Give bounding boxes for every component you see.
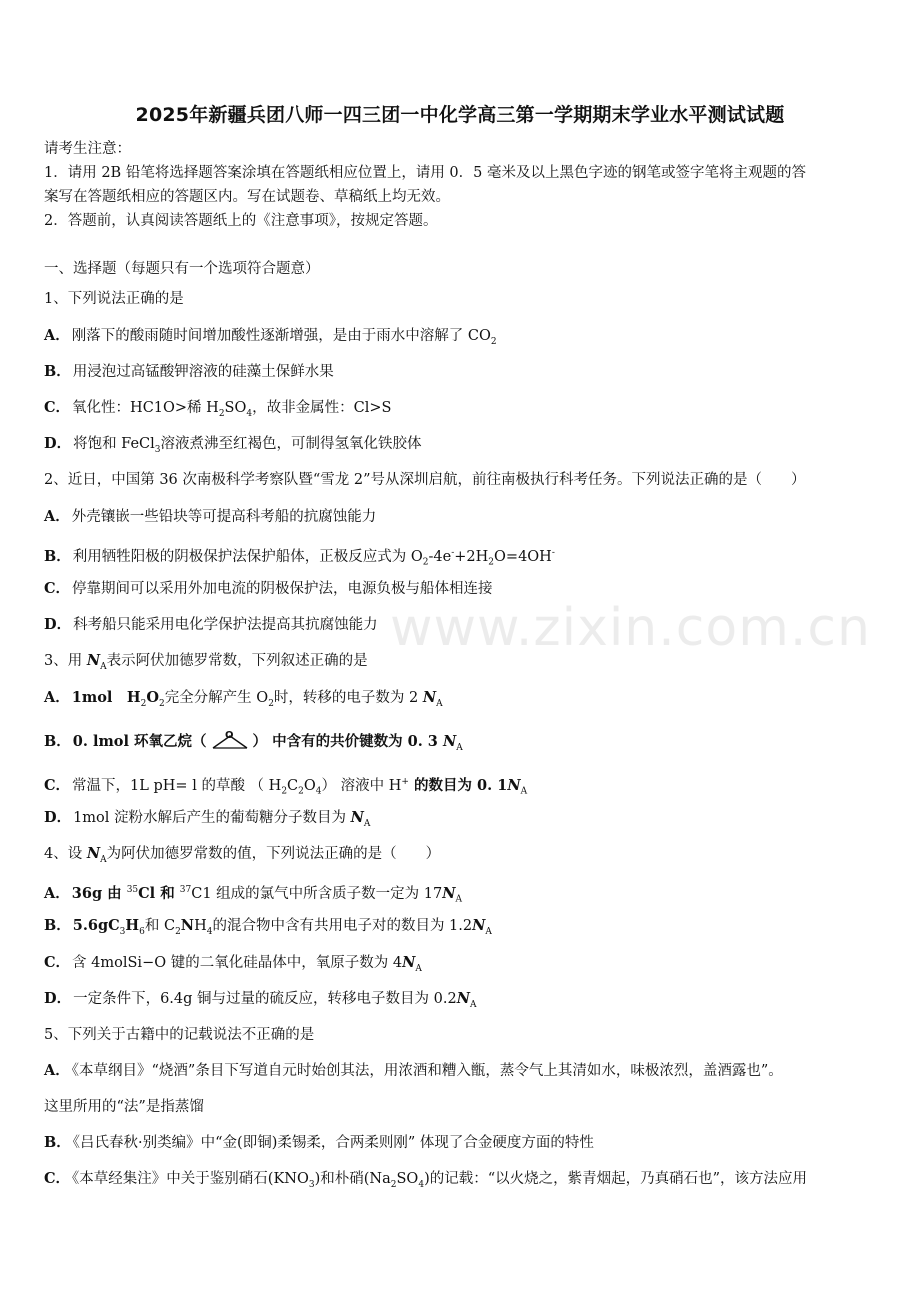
option-label: A． [44,1062,70,1079]
option-text: 时，转移的电子数为 2 [273,690,423,706]
option-text: N [180,917,195,934]
option-label: D． [44,990,72,1007]
subscript: A [100,854,107,865]
option-text: SO [224,400,247,416]
notice-item-2: 2．答题前，认真阅读答题纸上的《注意事项》，按规定答题。 [44,213,438,229]
option-text: 刚落下的酸雨随时间增加酸性逐渐增强，是由于雨水中溶解了 CO [71,328,491,344]
subscript: 3 [154,444,161,455]
option-text: 《本草纲目》“烧酒”条目下写道自元时始创其法，用浓酒和糟入甑，蒸令气上其清如水，味极浓烈，盖酒露也”。 [71,1063,783,1079]
question-5-option-a-line-1 [44,1061,884,1081]
option-text: O [303,777,316,794]
option-text: 和 C [144,918,176,934]
option-label: A． [44,327,70,344]
option-text: 《本草经集注》中关于鉴别硝石(KNO [72,1171,309,1187]
watermark: www.zixin.com.cn [390,598,871,658]
question-3-option-b [44,730,884,758]
question-1-option-a [44,326,884,352]
option-text: 1mol 淀粉水解后产生的葡萄糖分子数目为 [73,810,351,826]
subscript: 2 [488,557,495,568]
avogadro-symbol: N [422,689,437,706]
option-text: C [287,777,299,794]
option-label: A． [44,508,70,525]
option-text: H [194,918,207,934]
option-text: 36g 由 [71,884,127,902]
option-text: -4e [428,548,452,565]
superscript: - [551,548,555,558]
option-text: ，故非金属性：Cl>S [252,400,392,416]
question-2-option-c [44,579,884,599]
option-text: 氧化性：HC1O>稀 H [72,400,219,416]
subscript: A [520,786,528,797]
option-label: B． [44,363,71,380]
option-label: C． [44,580,71,597]
question-4-stem [44,844,884,870]
option-text: 5.6gC [72,917,120,934]
avogadro-symbol: N [442,733,457,750]
superscript: 37 [179,885,192,895]
option-label: C． [44,399,71,416]
subscript: 2 [158,698,165,709]
option-label: D． [44,435,72,452]
subscript: 2 [422,557,429,568]
option-text: 1mol H [71,689,141,706]
avogadro-symbol: N [442,884,456,902]
subscript: A [455,894,463,905]
question-1-option-b [44,362,884,382]
stem-text: 表示阿伏加德罗常数，下列叙述正确的是 [106,653,368,669]
option-text: 停靠期间可以采用外加电流的阴极保护法，电源负极与船体相连接 [72,581,493,597]
avogadro-symbol: N [472,917,486,934]
option-label: D． [44,616,72,633]
option-label: B． [44,547,71,565]
option-text: 利用牺牲阳极的阴极保护法保护船体，正极反应式为 O [72,548,423,565]
stem-text: 3、用 [44,653,87,669]
subscript: A [485,926,492,937]
question-5-option-b [44,1133,884,1153]
stem-text: 为阿伏加德罗常数的值，下列说法正确的是（ ） [106,846,441,862]
question-1-stem: 1、下列说法正确的是 [44,291,184,307]
question-2-option-a [44,507,884,527]
option-label: B． [44,917,71,934]
subscript: 3 [308,1179,315,1190]
option-text: 《吕氏春秋·别类编》中“金(即铜)柔锡柔，合两柔则刚” 体现了合金硬度方面的特性 [72,1135,594,1151]
avogadro-symbol: N [507,776,521,794]
option-text: 用浸泡过高锰酸钾溶液的硅藻土保鲜水果 [72,364,334,380]
section-heading: 一、选择题（每题只有一个选项符合题意） [44,261,320,277]
option-text: 0. lmol 环氧乙烷（ [72,733,207,750]
superscript: + [401,777,409,787]
question-3-option-d [44,808,884,834]
option-text: 的混合物中含有共用电子对的数目为 1.2 [212,918,473,934]
option-text: 将饱和 FeCl [73,436,155,452]
option-text: )和朴硝(Na [314,1171,391,1187]
subscript: A [469,999,477,1010]
question-1-option-d [44,434,884,460]
option-text: 科考船只能采用电化学保护法提高其抗腐蚀能力 [73,617,378,633]
option-text: 常温下，1L pH= l 的草酸 （ H [72,777,282,794]
option-label: B． [44,733,71,750]
option-label: D． [44,809,72,826]
notice-heading: 请考生注意： [44,141,131,157]
avogadro-symbol: N [350,809,364,826]
epoxide-ring-icon [211,730,249,750]
notice-item-1-line-1: 1．请用 2B 铅笔将选择题答案涂填在答题纸相应位置上，请用 0．5 毫米及以上黑色字迹的钢笔或签字笔将主观题的答 [44,165,806,181]
question-3-option-a [44,688,884,714]
option-text: SO [396,1171,419,1187]
subscript: 2 [268,698,274,709]
question-4-option-b [44,916,884,942]
subscript: 4 [246,408,253,419]
option-label: B． [44,1134,71,1151]
subscript: 4 [315,786,322,797]
subscript: 4 [206,926,213,937]
subscript: A [436,698,443,709]
question-5-option-a-line-2: 这里所用的“法”是指蒸馏 [44,1099,204,1115]
subscript: 2 [390,1179,397,1190]
subscript: 4 [418,1179,425,1190]
avogadro-symbol: N [402,954,416,971]
option-label: C． [44,776,71,794]
question-1-option-c [44,398,884,424]
question-4-option-c [44,953,884,979]
option-text: ） 溶液中 H [321,777,402,794]
avogadro-symbol: N [86,652,101,669]
option-text: 完全分解产生 O [164,690,269,706]
option-text: ） 中含有的共价键数为 0. 3 [252,733,443,750]
subscript: 2 [298,786,304,797]
subscript: A [456,742,463,753]
subscript: A [363,818,371,829]
avogadro-symbol: N [456,990,470,1007]
question-3-option-c [44,772,884,802]
avogadro-symbol: N [86,845,101,862]
option-text: +2H [454,548,489,565]
option-text: O=4OH [494,548,552,565]
option-text: C1 组成的氯气中所含质子数一定为 17 [191,885,443,902]
ring-oxygen-label: O [224,730,234,741]
subscript: 2 [218,408,225,419]
question-5-option-c [44,1169,884,1195]
option-text: Cl 和 [138,884,180,902]
option-label: C． [44,954,71,971]
option-text: 外壳镶嵌一些铅块等可提高科考船的抗腐蚀能力 [71,509,377,525]
subscript: A [100,661,107,672]
superscript: 35 [126,885,139,895]
option-text: 一定条件下，6.4g 铜与过量的硫反应，转移电子数目为 0.2 [73,991,457,1007]
subscript: 3 [119,926,126,937]
option-text: 溶液煮沸至红褐色，可制得氢氧化铁胶体 [160,436,422,452]
question-2-option-d [44,615,884,635]
option-label: C． [44,1170,71,1187]
subscript: A [415,963,422,974]
question-2-option-b [44,543,884,573]
option-text: )的记载：“以火烧之，紫青烟起，乃真硝石也”，该方法应用 [424,1171,808,1187]
subscript: 2 [140,698,147,709]
option-text: O [146,689,159,706]
question-2-stem: 2、近日，中国第 36 次南极科学考察队暨“雪龙 2”号从深圳启航，前往南极执行科考任务。下列说法正确的是（ ） [44,472,806,488]
subscript: 2 [490,336,497,347]
subscript: 2 [281,786,288,797]
exam-title: 2025年新疆兵团八师一四三团一中化学高三第一学期期末学业水平测试试题 [135,104,785,126]
question-5-stem: 5、下列关于古籍中的记载说法不正确的是 [44,1027,315,1043]
option-text: H [125,917,140,934]
option-text: 含 4molSi−O 键的二氧化硅晶体中，氧原子数为 4 [72,955,403,971]
option-label: A． [44,884,70,902]
subscript: 2 [175,926,181,937]
superscript: - [451,548,455,558]
question-4-option-a [44,880,884,910]
stem-text: 4、设 [44,846,87,862]
option-text: 的数目为 0. 1 [408,776,508,794]
question-3-stem [44,651,884,677]
question-4-option-d [44,989,884,1015]
notice-item-1-line-2: 案写在答题纸相应的答题区内。写在试题卷、草稿纸上均无效。 [44,189,450,205]
option-label: A． [44,689,70,706]
subscript: 6 [139,926,145,937]
